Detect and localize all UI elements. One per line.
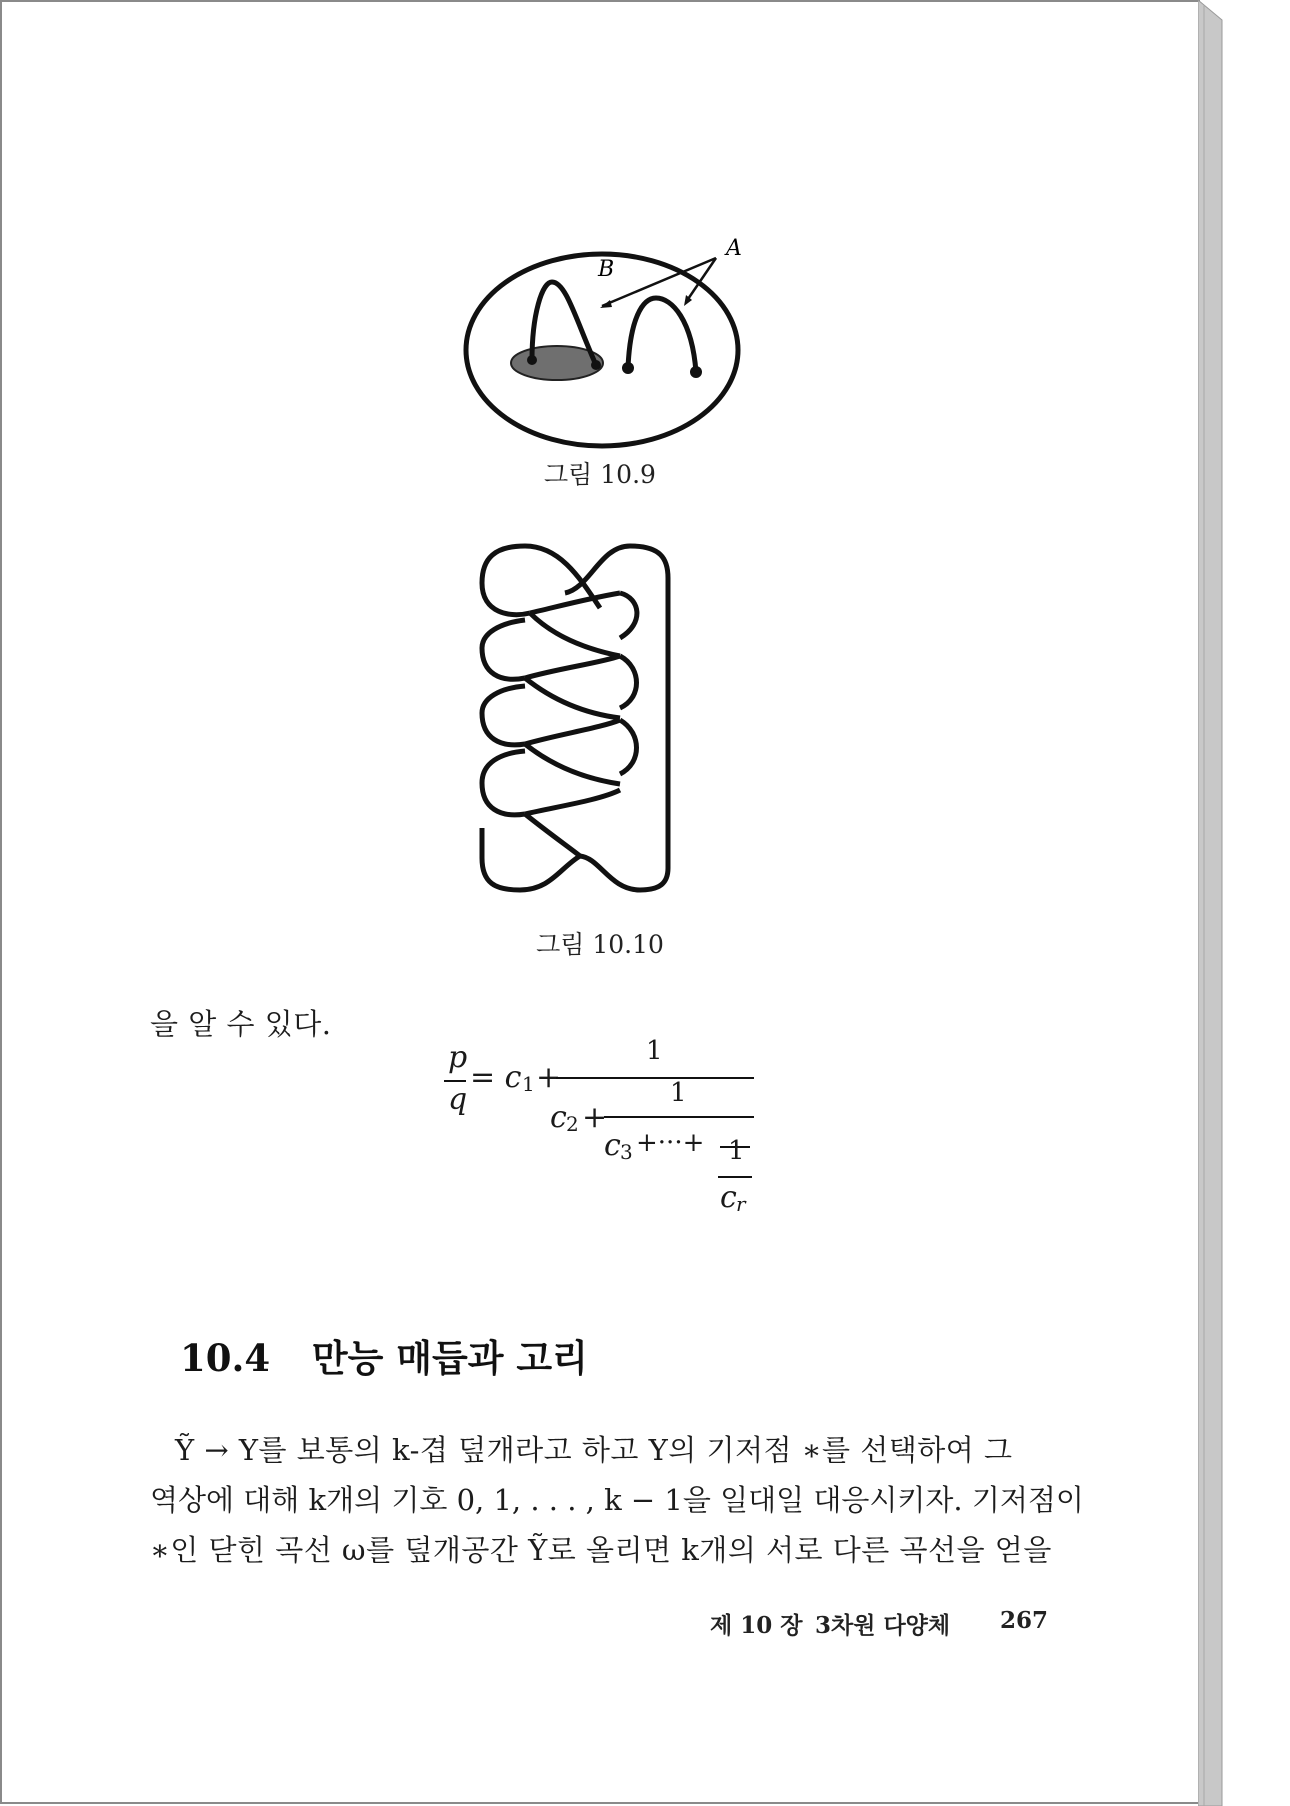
c3: c	[604, 1128, 621, 1163]
page-number: 267	[1000, 1607, 1049, 1634]
continued-fraction-formula	[440, 1036, 760, 1220]
one-b: 1	[670, 1078, 687, 1108]
label-a: A	[726, 236, 742, 261]
paragraph-line-1: Ỹ → Y를 보통의 k-겹 덮개라고 하고 Y의 기저점 ∗를 선택하여 그	[175, 1433, 1013, 1467]
lhs-denominator: q	[448, 1082, 468, 1117]
c2: c	[550, 1100, 567, 1135]
intro-text: 을 알 수 있다.	[150, 1007, 332, 1041]
figure-10-10	[470, 538, 740, 898]
page-stack-edge	[1198, 0, 1228, 1806]
equals-c1: = c	[470, 1060, 522, 1095]
footer-chapter: 제 10 장	[710, 1612, 803, 1639]
figure-10-10-caption: 그림 10.10	[536, 930, 664, 959]
section-title-text: 만능 매듭과 고리	[311, 1336, 588, 1380]
strand-bottom-left	[482, 828, 580, 890]
sub-1: 1	[522, 1072, 535, 1096]
footer-title: 3차원 다양체	[815, 1612, 951, 1639]
surface-outline	[466, 254, 738, 446]
plus-1: +	[536, 1060, 562, 1095]
label-b: B	[598, 257, 615, 282]
plus-2: +	[582, 1100, 608, 1135]
sub-r: r	[736, 1192, 746, 1216]
plus-dots-plus: +···+	[636, 1128, 705, 1158]
one-a: 1	[646, 1036, 663, 1066]
section-number: 10.4	[180, 1336, 271, 1380]
paragraph-line-2: 역상에 대해 k개의 기호 0, 1, . . . , k − 1을 일대일 대응시키자. 기저점이	[150, 1483, 1084, 1517]
one-c: 1	[728, 1136, 745, 1166]
arc-a	[628, 298, 696, 372]
sub-2: 2	[566, 1112, 579, 1136]
figure-10-9	[460, 210, 760, 450]
lhs-numerator: p	[448, 1040, 468, 1075]
strand-top-left	[482, 546, 600, 615]
figure-10-9-caption: 그림 10.9	[544, 460, 656, 489]
section-heading	[180, 1328, 588, 1382]
sub-3: 3	[620, 1140, 633, 1164]
cr: c	[720, 1180, 737, 1215]
paragraph-line-3: ∗인 닫힌 곡선 ω를 덮개공간 Ỹ로 올리면 k개의 서로 다른 곡선을 얻을	[150, 1533, 1052, 1567]
